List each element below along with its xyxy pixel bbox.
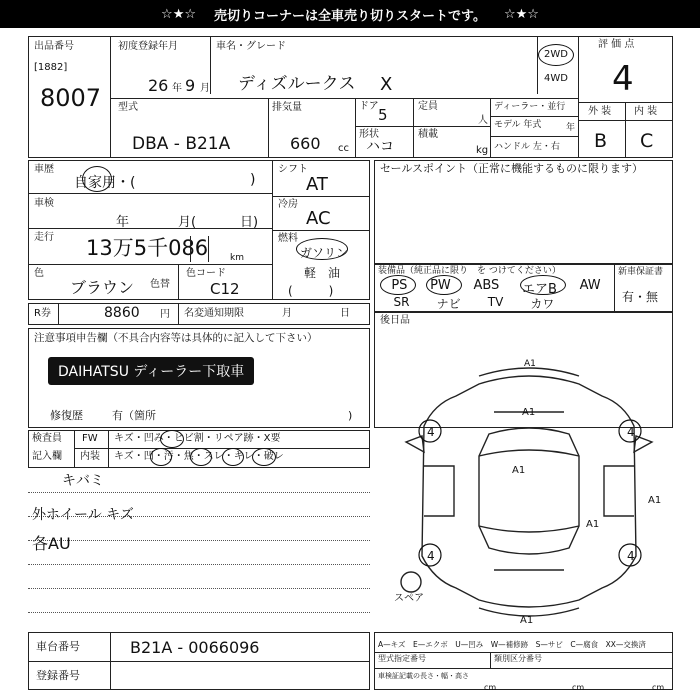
tire-mark-rr: 4 [627,549,635,563]
history-close: ) [250,172,256,188]
legend-text: A—キズ E—エクボ U—凹み W—補修跡 S—サビ C—腐食 XX—交換済 [378,640,646,649]
equipment-label: 装備品（純正品に限り を つけてください） [378,266,561,276]
equip-ps-circle [380,275,416,295]
first-reg-year-unit: 年 [172,83,182,94]
warranty-value: 有・無 [622,290,659,304]
equip-airbag: エアB [521,282,557,297]
grade-label: 評 価 点 [598,39,635,50]
drive-4wd: 4WD [544,73,568,84]
color-code-value: C12 [210,280,240,298]
fw-label: FW [82,433,98,444]
repair-label: 修復歴 [50,409,83,422]
int-label: 内装 [80,451,100,462]
exterior-label: 外 装 [588,106,612,117]
shape-label: 形状 [359,129,379,140]
inspection-day: 日) [240,215,259,230]
first-reg-label: 初度登録年月 [118,41,178,52]
reg-label: 登録番号 [36,669,80,682]
fuel-label: 燃料 [278,233,298,244]
name-change-day: 日 [340,308,350,319]
inspector-label-2: 記入欄 [32,451,62,462]
recycle-unit: 円 [160,309,170,320]
header-block [28,36,673,158]
int-burn-circle [222,448,244,466]
mileage-value: 13万5千086 [86,236,209,260]
type-value: DBA - B21A [132,134,231,154]
first-reg-month: 9 [185,76,196,95]
int-wear-circle [252,448,276,466]
mileage-unit: km [230,253,244,263]
history-value: 自家用・( [74,175,136,191]
equip-pw: PW [430,278,451,293]
sales-point-block [374,160,673,264]
rear-items-label: 後日品 [380,315,410,326]
dealer-badge: DAIHATSU ディーラー下取車 [48,357,254,385]
size-cm-3: cm [652,683,665,692]
capacity-label: 定員 [418,101,438,112]
color-value: ブラウン [70,278,135,297]
handle-label: ハンドル 左・右 [494,142,560,152]
notes-label: 注意事項申告欄（不具合内容等は具体的に記入して下さい） [34,332,318,344]
equip-leather: カワ [530,297,555,311]
warranty-label: 新車保証書 [618,267,664,277]
diag-mark-rear: A1 [520,615,534,626]
fw-dent-circle [160,430,184,448]
inspector-label-1: 検査員 [32,433,62,444]
model-name: ディズルークス [238,74,356,94]
shift-label: シフト [278,164,308,175]
diag-mark-hood: A1 [522,407,536,418]
color-change-label: 色替 [150,279,170,290]
interior-value: C [640,130,654,152]
chassis-value: B21A - 0066096 [130,638,260,657]
load-unit: kg [476,145,489,156]
name-change-month: 月 [282,308,292,319]
car-damage-diagram [384,356,674,628]
equip-abs: ABS [473,278,500,293]
shape-value: ハコ [366,139,394,155]
tire-mark-rl: 4 [427,549,435,563]
chassis-label: 車台番号 [36,640,80,653]
fuel-diesel: 軽 油 [304,266,341,280]
mileage-label: 走行 [34,232,54,243]
drive-2wd-circle [538,44,574,66]
doors-label: ドア [359,101,379,112]
inspection-label: 車検 [34,198,54,209]
handwritten-note-1: キバミ [62,473,104,489]
capacity-unit: 人 [478,115,488,126]
shift-value: AT [306,174,328,195]
diag-mark-front: A1 [524,359,536,369]
size-cm-1: cm [484,683,497,692]
recycle-label: R券 [34,308,51,319]
history-label: 車歴 [34,164,54,175]
drive-2wd: 2WD [544,49,568,60]
handwritten-note-3: 各AU [32,534,71,553]
equipment-row2 [380,295,568,312]
diag-mark-roof: A1 [512,465,526,476]
tire-mark-fl: 4 [427,425,435,439]
lot-number: 8007 [40,84,102,112]
displacement-value: 660 [290,134,321,153]
fw-items: キズ・凹み・ヒビ割・リペア跡・X要 [114,433,281,444]
displacement-label: 排気量 [272,102,302,113]
inspection-year: 年 [116,215,130,230]
doors-value: 5 [378,106,388,124]
banner-stars-right: ☆★☆ [503,6,539,22]
recycle-value: 8860 [104,305,140,321]
int-items: キズ・凹・汚・焦・スレ・キレ・破レ [114,451,284,462]
ac-value: AC [306,208,331,229]
diag-mark-rear-door: A1 [586,519,600,530]
int-dirt-circle [190,448,212,466]
load-label: 積載 [418,129,438,140]
diag-mark-right: A1 [648,495,662,506]
sales-point-label: セールスポイント（正常に機能するものに限ります） [380,162,644,175]
repair-close: ) [348,409,353,422]
banner-stars-left: ☆★☆ [161,6,197,22]
history-circle [82,166,112,192]
equip-airbag-circle [520,275,566,295]
ac-label: 冷房 [278,199,298,210]
fuel-value: ガソリン [300,246,349,260]
lot-label: 出品番号 [34,41,74,52]
interior-label: 内 装 [634,106,658,117]
size-cm-2: cm [572,683,585,692]
equip-sr: SR [393,295,410,309]
model-year-unit: 年 [566,123,576,133]
first-reg-month-unit: 月 [200,83,210,94]
fuel-circle [296,238,348,260]
lot-sub: [1882] [34,62,68,73]
model-label: 車名・グレード [216,41,286,52]
equip-navi: ナビ [436,297,461,311]
handwritten-note-2: 外ホイール キズ [32,507,134,523]
repair-value: 有（箇所 [112,409,156,422]
name-change-label: 名変通知期限 [184,308,244,319]
banner-text: 売切りコーナーは全車売り切りスタートです。 [214,8,486,24]
grade-score: 4 [612,59,634,99]
color-label: 色 [34,268,44,279]
model-year-label: モデル 年式 [494,120,542,130]
top-banner [0,0,700,28]
equip-ps: PS [391,278,408,293]
class-label: 類別区分番号 [494,654,542,663]
displacement-unit: cc [338,143,349,154]
tire-mark-fr: 4 [627,425,635,439]
dealer-label: ディーラー・並行 [494,102,566,112]
inspection-month: 月( [178,215,197,230]
color-code-label: 色コード [186,268,226,279]
int-dent-circle [150,448,172,466]
equip-aw: AW [579,278,601,293]
grade-value: X [380,74,393,95]
equip-pw-circle [426,275,462,295]
equip-tv: TV [487,295,504,309]
spare-label: スペア [394,593,424,604]
type-label: 型式 [118,102,138,113]
first-reg-year: 26 [148,76,169,95]
size-label: 車検証記載の長さ・幅・高さ [378,672,469,680]
fuel-paren: ( ) [288,284,334,298]
exterior-value: B [594,130,608,152]
type-cert-label: 型式指定番号 [378,654,426,663]
